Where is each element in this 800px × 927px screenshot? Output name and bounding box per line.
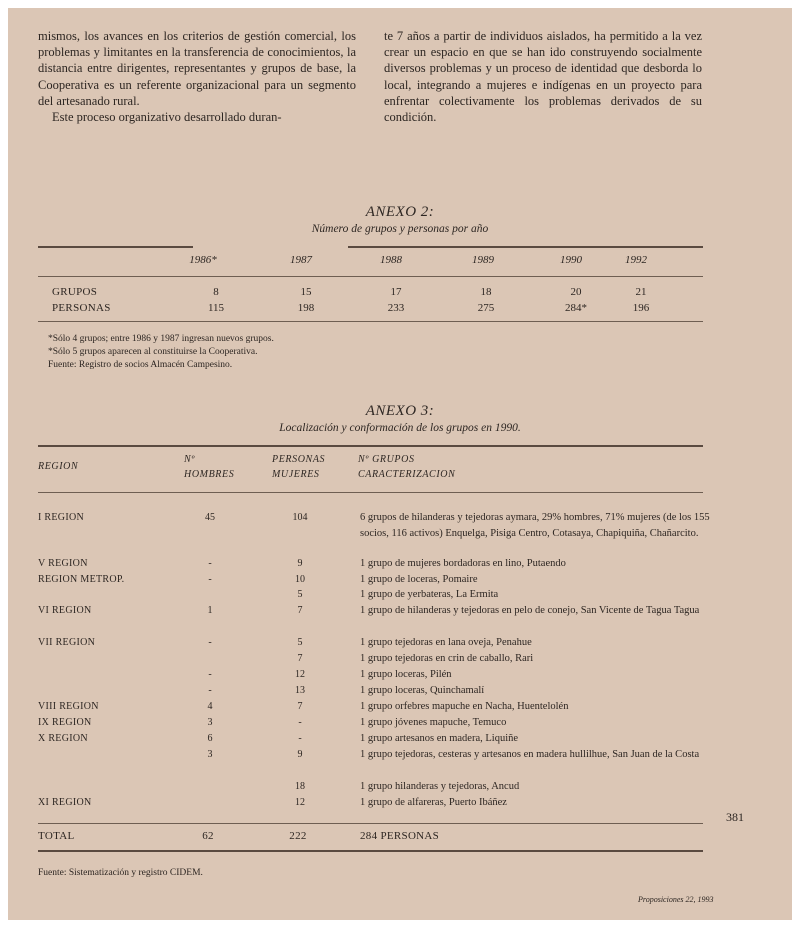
row-region: IX REGION [38, 717, 92, 728]
table-cell: 284* [565, 302, 587, 314]
column-header-hombres: HOMBRES [184, 469, 235, 480]
table-cell: 275 [477, 302, 495, 314]
row-mujeres: 9 [297, 749, 303, 760]
row-region: I REGION [38, 512, 85, 523]
row-mujeres: 7 [297, 605, 303, 616]
table-rule [38, 276, 703, 277]
row-hombres: 4 [207, 701, 213, 712]
annex2-subtitle: Número de grupos y personas por año [311, 223, 489, 235]
table-note: *Sólo 4 grupos; entre 1986 y 1987 ingresan nuevos grupos. [48, 334, 274, 344]
column-header-mujeres: PERSONAS [272, 454, 326, 465]
table-cell: 115 [207, 302, 225, 314]
table-source: Fuente: Registro de socios Almacén Campesino. [48, 360, 233, 370]
table-cell: 21 [635, 286, 647, 298]
column-header-grupos: Nº GRUPOS [358, 454, 415, 465]
document-page [8, 8, 792, 920]
row-mujeres: 104 [292, 512, 308, 523]
row-caracterizacion: 1 grupo loceras, Quinchamalí [360, 685, 485, 696]
row-mujeres: 12 [295, 669, 305, 680]
row-caracterizacion: 1 grupo de loceras, Pomaire [360, 574, 478, 585]
row-caracterizacion: 1 grupo tejedoras, cesteras y artesanos en madera hullilhue, San Juan de la Costa [360, 749, 700, 760]
annex2-title: ANEXO 2: [365, 204, 435, 220]
table-rule [38, 246, 193, 248]
year-header: 1992 [625, 254, 647, 266]
row-caracterizacion: 1 grupo de yerbateras, La Ermita [360, 589, 499, 600]
page-number: 381 [726, 810, 744, 824]
table-cell: 20 [570, 286, 582, 298]
row-caracterizacion: 6 grupos de hilanderas y tejedoras aymara, 29% hombres, 71% mujeres (de los 155 socios, 116 activos) Enquelga, Pisiga Centro, Cotasaya, Chapiquiña, Chañarcito. [360, 512, 710, 539]
table-cell: 198 [297, 302, 315, 314]
row-region: VI REGION [38, 605, 92, 616]
row-mujeres: 5 [297, 637, 303, 648]
row-mujeres: 18 [295, 781, 305, 792]
row-caracterizacion: 1 grupo de hilanderas y tejedoras en pelo de conejo, San Vicente de Tagua Tagua [360, 605, 700, 616]
table-source: Fuente: Sistematización y registro CIDEM. [38, 868, 203, 878]
row-hombres: 3 [207, 717, 213, 728]
page-footer: Proposiciones 22, 1993 [638, 895, 714, 904]
total-mujeres: 222 [289, 830, 307, 842]
row-mujeres: 7 [297, 701, 303, 712]
table-rule [38, 321, 703, 322]
row-region: V REGION [38, 558, 88, 569]
text-column-right [384, 28, 702, 125]
table-rule [38, 823, 703, 824]
total-personas: 284 PERSONAS [360, 830, 440, 842]
paragraph: mismos, los avances en los criterios de gestión comercial, los problemas y limitantes en la transferencia de conocimientos, la distancia entre dirigentes, representantes y grupos de base, la Cooperativa es un referente organizacional para un segmento del artesanado rural. [38, 29, 356, 108]
row-caracterizacion: 1 grupo de mujeres bordadoras en lino, Putaendo [360, 558, 566, 569]
row-mujeres: 5 [297, 589, 303, 600]
paragraph: Este proceso organizativo desarrollado duran- [52, 110, 282, 125]
row-hombres: - [208, 669, 212, 680]
annex3-subtitle: Localización y conformación de los grupos en 1990. [279, 422, 521, 434]
table-cell: 8 [213, 286, 219, 298]
row-hombres: - [208, 574, 212, 585]
row-hombres: 6 [207, 733, 213, 744]
table-rule [38, 850, 703, 852]
row-mujeres: 12 [295, 797, 305, 808]
annex3-title: ANEXO 3: [365, 403, 435, 419]
row-caracterizacion: 1 grupo artesanos en madera, Liquiñe [360, 733, 519, 744]
row-region: X REGION [38, 733, 88, 744]
table-cell: 233 [387, 302, 405, 314]
total-hombres: 62 [202, 830, 214, 842]
row-mujeres: - [298, 717, 302, 728]
row-caracterizacion: 1 grupo loceras, Pilén [360, 669, 452, 680]
row-hombres: 3 [207, 749, 213, 760]
row-mujeres: 13 [295, 685, 305, 696]
table-cell: 15 [300, 286, 312, 298]
row-caracterizacion: 1 grupo jóvenes mapuche, Temuco [360, 717, 507, 728]
column-header-region: REGION [38, 461, 79, 472]
row-mujeres: - [298, 733, 302, 744]
year-header: 1987 [290, 254, 312, 266]
column-header-grupos: CARACTERIZACION [358, 469, 456, 480]
row-mujeres: 10 [295, 574, 305, 585]
row-hombres: 1 [207, 605, 213, 616]
row-caracterizacion: 1 grupo de alfareras, Puerto Ibáñez [360, 797, 507, 808]
row-caracterizacion: 1 grupo tejedoras en lana oveja, Penahue [360, 637, 532, 648]
row-mujeres: 9 [297, 558, 303, 569]
column-header-hombres: Nº [184, 454, 195, 465]
row-hombres: 45 [205, 512, 215, 523]
row-region: REGION METROP. [38, 574, 125, 585]
row-hombres: - [208, 637, 212, 648]
row-label: PERSONAS [52, 302, 111, 314]
total-label: TOTAL [38, 830, 75, 842]
table-note: *Sólo 5 grupos aparecen al constituirse la Cooperativa. [48, 347, 258, 357]
year-header: 1988 [380, 254, 402, 266]
row-hombres: - [208, 685, 212, 696]
row-caracterizacion: 1 grupo hilanderas y tejedoras, Ancud [360, 781, 520, 792]
row-region: VIII REGION [38, 701, 99, 712]
row-region: XI REGION [38, 797, 92, 808]
table-cell: 18 [480, 286, 492, 298]
paragraph: te 7 años a partir de individuos aislados, ha permitido a la vez crear un espacio en que se han ido construyendo socialmente diversos problemas y un proceso de identidad que desborda lo local, integrando a mujeres e indígenas en un proyecto para enfrentar colectivamente los problemas derivados de su condición. [384, 29, 702, 125]
year-header: 1986* [189, 254, 217, 266]
row-caracterizacion: 1 grupo tejedoras en crin de caballo, Rari [360, 653, 534, 664]
row-hombres: - [208, 558, 212, 569]
year-header: 1989 [472, 254, 494, 266]
table-cell: 17 [390, 286, 402, 298]
table-rule [38, 445, 703, 447]
year-header: 1990 [560, 254, 582, 266]
row-region: VII REGION [38, 637, 96, 648]
row-mujeres: 7 [297, 653, 303, 664]
table-rule [348, 246, 703, 248]
text-column-left [38, 28, 356, 125]
table-rule [38, 492, 703, 493]
table-cell: 196 [632, 302, 650, 314]
row-caracterizacion: 1 grupo orfebres mapuche en Nacha, Huentelolén [360, 701, 569, 712]
column-header-mujeres: MUJERES [272, 469, 320, 480]
row-label: GRUPOS [52, 286, 98, 298]
